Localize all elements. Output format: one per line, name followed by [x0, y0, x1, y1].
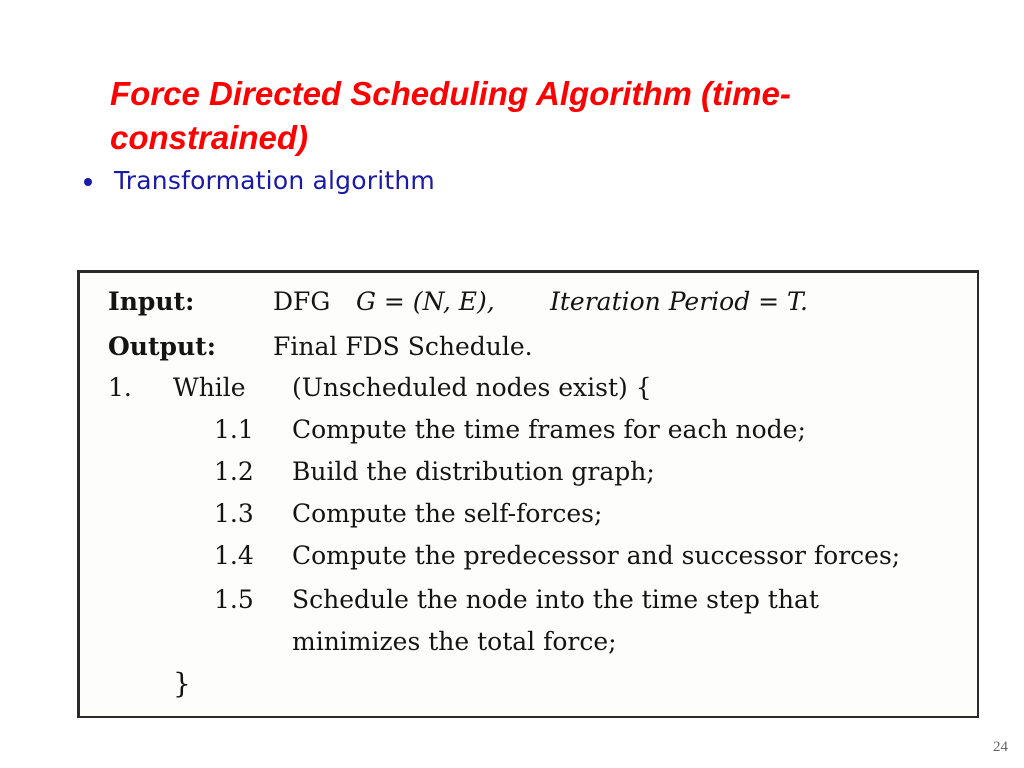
closing-brace: }	[173, 667, 191, 700]
step-number: 1.3	[214, 499, 254, 528]
step-text: Build the distribution graph;	[292, 457, 655, 486]
input-period: Iteration Period = T.	[550, 287, 808, 316]
step-text: Compute the self-forces;	[292, 499, 603, 528]
step-number: 1.2	[214, 457, 254, 486]
step-text: Compute the time frames for each node;	[292, 415, 806, 444]
step-number: 1.1	[214, 415, 254, 444]
step-number: 1.5	[214, 585, 254, 614]
output-label: Output:	[108, 332, 216, 361]
step-continuation: minimizes the total force;	[292, 627, 617, 656]
page-number: 24	[993, 739, 1008, 755]
bullet-dot-icon	[84, 178, 92, 186]
loop-keyword: While	[173, 373, 246, 402]
slide-title: Force Directed Scheduling Algorithm (time-constrained)	[110, 75, 791, 156]
output-value: Final FDS Schedule.	[273, 332, 533, 361]
step-number: 1.4	[214, 541, 254, 570]
step-text: Schedule the node into the time step that	[292, 585, 819, 614]
bullet-item	[84, 166, 435, 195]
step-text: Compute the predecessor and successor forces;	[292, 541, 901, 570]
input-label: Input:	[108, 287, 195, 316]
input-graph: G = (N, E),	[356, 287, 495, 316]
input-prefix: DFG	[273, 287, 331, 316]
algorithm-box	[77, 270, 979, 718]
loop-condition: (Unscheduled nodes exist) {	[292, 373, 652, 402]
loop-number: 1.	[108, 373, 132, 402]
bullet-text: Transformation algorithm	[114, 166, 435, 195]
